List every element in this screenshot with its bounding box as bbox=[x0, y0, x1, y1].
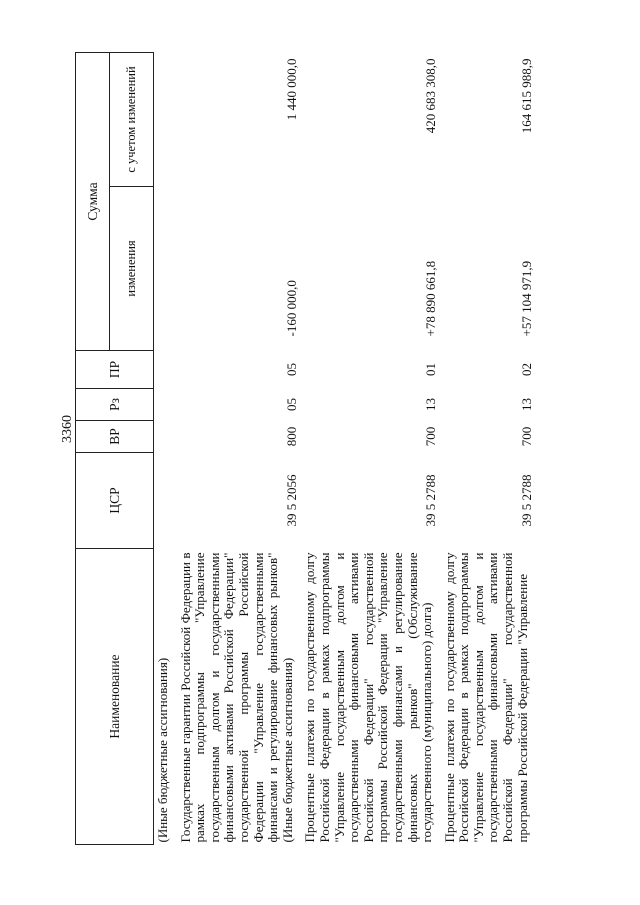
row-total bbox=[154, 52, 177, 186]
row-rz: 13 bbox=[518, 398, 534, 411]
row-name: (Иные бюджетные ассигнования) bbox=[155, 657, 170, 843]
row-rz: 05 bbox=[283, 398, 299, 411]
row-total: 164 615 988,9 bbox=[518, 58, 534, 134]
table-header bbox=[76, 52, 154, 844]
header-name: Наименование bbox=[76, 549, 154, 845]
row-change bbox=[154, 187, 177, 351]
header-sum: Сумма bbox=[76, 52, 110, 350]
header-rz: Рз bbox=[76, 389, 154, 421]
appropriations-table bbox=[75, 52, 536, 845]
row-name: Государственные гарантии Российской Федерации в рамках подпрограммы "Управление государственным долгом и государственными финансовыми активами Российской Федерации" государственной программы Российской Федерации "Управление государственными финансами и регулирование финансовых рынков" (Иные бюджетные ассигнования) bbox=[177, 552, 295, 843]
header-with-change: с учетом изменений bbox=[110, 52, 154, 186]
row-pr: 02 bbox=[518, 363, 534, 376]
row-csr bbox=[154, 453, 177, 549]
row-pr bbox=[154, 351, 177, 389]
table-row bbox=[154, 52, 177, 844]
row-pr: 05 bbox=[283, 363, 299, 376]
row-total: 420 683 308,0 bbox=[423, 58, 439, 134]
row-csr: 39 5 2788 bbox=[423, 474, 439, 527]
header-pr: ПР bbox=[76, 351, 154, 389]
row-pr: 01 bbox=[423, 363, 439, 376]
row-vr bbox=[154, 421, 177, 453]
table-row bbox=[441, 52, 537, 844]
appropriations-table-page bbox=[75, 53, 547, 845]
row-total: 1 440 000,0 bbox=[283, 58, 299, 121]
row-vr: 800 bbox=[283, 426, 299, 447]
row-vr: 700 bbox=[423, 426, 439, 447]
row-vr: 700 bbox=[518, 426, 534, 447]
row-csr: 39 5 2788 bbox=[518, 474, 534, 527]
page-number: 3360 bbox=[60, 415, 75, 443]
table-row bbox=[301, 52, 440, 844]
row-change: -160 000,0 bbox=[283, 280, 299, 337]
row-name: Процентные платежи по государственному долгу Российской Федерации в рамках подпрограммы "Управление государственным долгом и государственными финансовыми активами Российской Федерации" государственной программы Российской Федерации "Управление государственными финансами и регулирование финансовых рынков" (Обслуживание государственного (муниципального) долга) bbox=[302, 552, 435, 843]
row-change: +57 104 971,9 bbox=[518, 260, 534, 337]
header-csr: ЦСР bbox=[76, 453, 154, 549]
header-change: изменения bbox=[110, 187, 154, 351]
row-rz bbox=[154, 389, 177, 421]
header-vr: ВР bbox=[76, 421, 154, 453]
table-row bbox=[177, 52, 302, 844]
row-rz: 13 bbox=[423, 398, 439, 411]
row-name: Процентные платежи по государственному долгу Российской Федерации в рамках подпрограммы "Управление государственным долгом и государственными финансовыми активами Российской Федерации" государственной программы Российской Федерации "Управление bbox=[441, 552, 530, 843]
row-change: +78 890 661,8 bbox=[423, 260, 439, 337]
row-csr: 39 5 2056 bbox=[283, 474, 299, 527]
